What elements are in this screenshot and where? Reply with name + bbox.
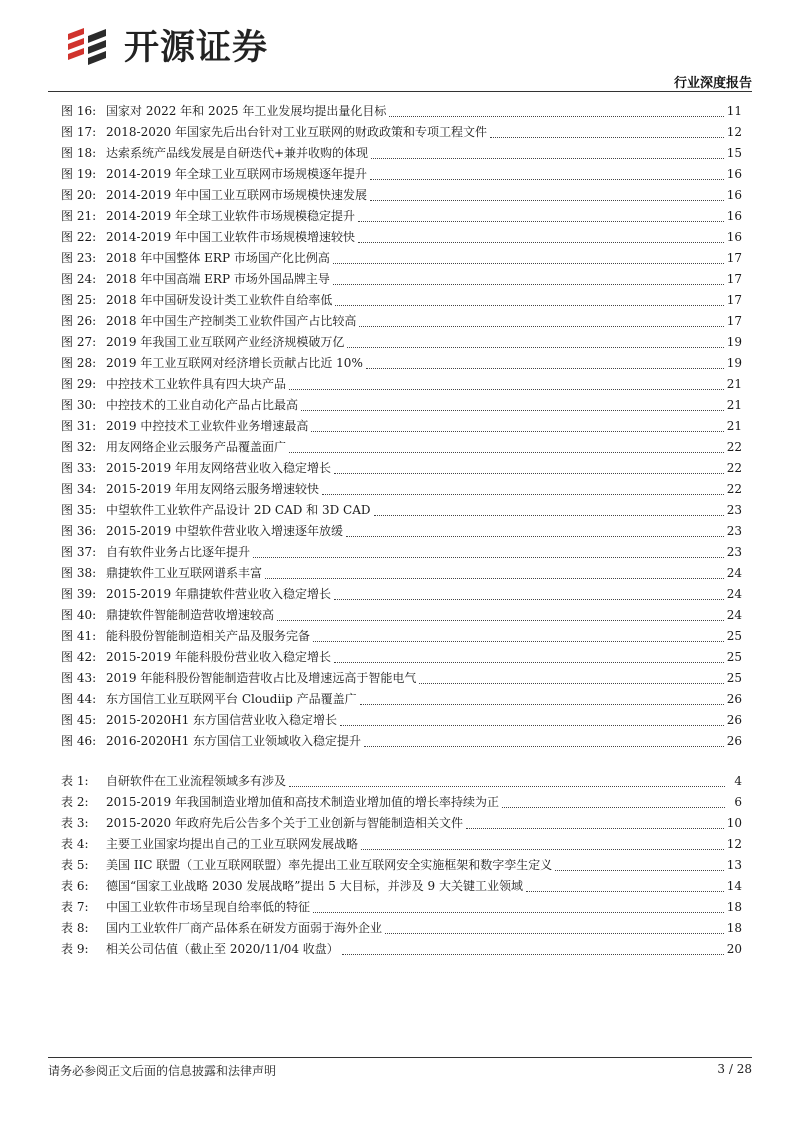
toc-entry-label: 图 31: [61, 419, 97, 433]
toc-entry-page: 23 [726, 503, 742, 517]
toc-entry-page: 11 [726, 104, 742, 118]
toc-leader-dots [289, 451, 724, 453]
header-divider [48, 91, 752, 92]
toc-entry-label: 图 22: [61, 230, 97, 244]
toc-entry-label: 图 43: [61, 671, 97, 685]
toc-leader-dots [385, 932, 724, 934]
toc-entry-title: 国内工业软件厂商产品体系在研发方面弱于海外企业 [106, 921, 383, 935]
toc-leader-dots [366, 367, 724, 369]
logo-red-stripe-top [68, 28, 84, 40]
table-index-entry[interactable] [61, 792, 742, 813]
toc-entry-page: 21 [726, 419, 742, 433]
toc-entry-page: 12 [726, 837, 742, 851]
toc-entry-title: 达索系统产品线发展是自研迭代+兼并收购的体现 [106, 146, 369, 160]
toc-entry-label: 图 26: [61, 314, 97, 328]
footer-disclaimer: 请务必参阅正文后面的信息披露和法律声明 [48, 1064, 277, 1078]
table-index-entry[interactable] [61, 834, 742, 855]
toc-entry-title: 自研软件在工业流程领域多有涉及 [106, 774, 287, 788]
toc-leader-dots [371, 157, 724, 159]
toc-entry-title: 2015-2019 年鼎捷软件营业收入稳定增长 [106, 587, 331, 601]
table-index-entry[interactable] [61, 939, 742, 960]
toc-entry-label: 表 8: [61, 921, 89, 935]
toc-entry-label: 图 30: [61, 398, 97, 412]
toc-leader-dots [502, 806, 725, 808]
toc-entry-title: 2015-2019 中望软件营业收入增速逐年放缓 [106, 524, 343, 538]
table-index-list [61, 771, 742, 960]
toc-leader-dots [253, 556, 724, 558]
toc-leader-dots [333, 262, 724, 264]
toc-entry-page: 26 [726, 734, 742, 748]
toc-entry-title: 2018 年中国研发设计类工业软件自给率低 [106, 293, 333, 307]
toc-entry-label: 图 16: [61, 104, 97, 118]
toc-entry-page: 22 [726, 440, 742, 454]
toc-entry-page: 17 [726, 293, 742, 307]
figure-index-entry[interactable] [61, 563, 742, 584]
company-logo [62, 22, 322, 74]
toc-entry-title: 2014-2019 年全球工业软件市场规模稳定提升 [106, 209, 355, 223]
toc-entry-label: 图 21: [61, 209, 97, 223]
figure-index-entry[interactable] [61, 416, 742, 437]
toc-entry-page: 19 [726, 335, 742, 349]
toc-entry-page: 25 [726, 671, 742, 685]
toc-leader-dots [364, 745, 724, 747]
toc-entry-title: 2015-2019 年能科股份营业收入稳定增长 [106, 650, 331, 664]
toc-entry-page: 13 [726, 858, 742, 872]
toc-entry-label: 图 40: [61, 608, 97, 622]
toc-leader-dots [334, 472, 724, 474]
toc-entry-title: 主要工业国家均提出自己的工业互联网发展战略 [106, 837, 359, 851]
toc-entry-page: 18 [726, 900, 742, 914]
table-index-entry[interactable] [61, 813, 742, 834]
toc-entry-label: 图 42: [61, 650, 97, 664]
toc-entry-page: 26 [726, 713, 742, 727]
toc-entry-title: 2018-2020 年国家先后出台针对工业互联网的财政政策和专项工程文件 [106, 125, 487, 139]
toc-entry-label: 表 1: [61, 774, 89, 788]
figure-index-entry[interactable] [61, 542, 742, 563]
figure-index-entry[interactable] [61, 626, 742, 647]
toc-entry-title: 中国工业软件市场呈现自给率低的特征 [106, 900, 311, 914]
toc-entry-label: 表 2: [61, 795, 89, 809]
toc-entry-label: 图 33: [61, 461, 97, 475]
toc-entry-label: 图 39: [61, 587, 97, 601]
toc-leader-dots [358, 220, 724, 222]
logo-mark-icon [62, 22, 118, 74]
table-index-entry[interactable] [61, 855, 742, 876]
toc-entry-title: 国家对 2022 年和 2025 年工业发展均提出量化目标 [106, 104, 387, 118]
figure-index-entry[interactable] [61, 668, 742, 689]
logo-red-stripe-low [68, 48, 84, 60]
toc-leader-dots [374, 514, 724, 516]
toc-entry-page: 12 [726, 125, 742, 139]
toc-entry-label: 图 24: [61, 272, 97, 286]
toc-entry-title: 美国 IIC 联盟（工业互联网联盟）率先提出工业互联网安全实施框架和数字孪生定义 [106, 858, 553, 872]
figure-index-entry[interactable] [61, 269, 742, 290]
footer-divider [48, 1057, 752, 1058]
toc-entry-page: 22 [726, 461, 742, 475]
figure-index-entry[interactable] [61, 584, 742, 605]
toc-entry-label: 表 3: [61, 816, 89, 830]
toc-leader-dots [419, 682, 723, 684]
toc-entry-page: 23 [726, 545, 742, 559]
figure-index-entry[interactable] [61, 353, 742, 374]
toc-leader-dots [370, 178, 724, 180]
figure-index-entry[interactable] [61, 689, 742, 710]
toc-leader-dots [360, 703, 724, 705]
logo-dark-stripe-mid [88, 40, 106, 54]
toc-entry-title: 中控技术工业软件具有四大块产品 [106, 377, 287, 391]
toc-entry-page: 23 [726, 524, 742, 538]
toc-entry-page: 17 [726, 314, 742, 328]
figure-index-entry[interactable] [61, 164, 742, 185]
table-index-entry[interactable] [61, 918, 742, 939]
toc-leader-dots [277, 619, 724, 621]
page-header [0, 0, 800, 100]
toc-leader-dots [370, 199, 724, 201]
figure-index-entry[interactable] [61, 731, 742, 752]
toc-entry-title: 鼎捷软件工业互联网谱系丰富 [106, 566, 263, 580]
toc-entry-title: 2016-2020H1 东方国信工业领域收入稳定提升 [106, 734, 362, 748]
toc-entry-page: 26 [726, 692, 742, 706]
toc-leader-dots [340, 724, 724, 726]
toc-entry-title: 2018 年中国高端 ERP 市场外国品牌主导 [106, 272, 330, 286]
toc-entry-title: 德国“国家工业战略 2030 发展战略”提出 5 大目标，并涉及 9 大关键工业领域 [106, 879, 523, 893]
figure-index-entry[interactable] [61, 605, 742, 626]
toc-entry-page: 19 [726, 356, 742, 370]
toc-entry-label: 图 36: [61, 524, 97, 538]
figure-index-entry[interactable] [61, 647, 742, 668]
toc-entry-title: 2015-2019 年用友网络营业收入稳定增长 [106, 461, 331, 475]
toc-entry-page: 25 [726, 629, 742, 643]
figure-index-entry[interactable] [61, 710, 742, 731]
figure-index-list [61, 101, 742, 752]
toc-entry-title: 2014-2019 年全球工业互联网市场规模逐年提升 [106, 167, 367, 181]
toc-leader-dots [466, 827, 724, 829]
toc-entry-title: 相关公司估值（截止至 2020/11/04 收盘） [106, 942, 339, 956]
toc-entry-title: 2015-2019 年用友网络云服务增速较快 [106, 482, 319, 496]
toc-entry-page: 24 [726, 608, 742, 622]
page-indicator: 3 / 28 [717, 1062, 752, 1076]
figure-index-entry[interactable] [61, 290, 742, 311]
toc-entry-title: 鼎捷软件智能制造营收增速较高 [106, 608, 275, 622]
figure-index-entry[interactable] [61, 500, 742, 521]
table-index-entry[interactable] [61, 876, 742, 897]
toc-entry-label: 表 4: [61, 837, 89, 851]
report-type: 行业深度报告 [673, 76, 752, 91]
toc-entry-label: 表 7: [61, 900, 89, 914]
toc-leader-dots [334, 598, 724, 600]
toc-leader-dots [289, 388, 724, 390]
toc-leader-dots [322, 493, 724, 495]
figure-index-entry[interactable] [61, 227, 742, 248]
toc-entry-label: 图 19: [61, 167, 97, 181]
toc-leader-dots [313, 640, 724, 642]
toc-entry-label: 表 9: [61, 942, 89, 956]
toc-leader-dots [333, 283, 724, 285]
logo-dark-stripe-top [88, 29, 106, 43]
toc-entry-page: 17 [726, 272, 742, 286]
toc-leader-dots [361, 848, 724, 850]
toc-entry-title: 东方国信工业互联网平台 Cloudiip 产品覆盖广 [106, 692, 357, 706]
toc-entry-page: 16 [726, 188, 742, 202]
toc-entry-title: 2015-2020 年政府先后公告多个关于工业创新与智能制造相关文件 [106, 816, 463, 830]
logo-red-stripe-mid [68, 38, 84, 50]
toc-entry-page: 14 [726, 879, 742, 893]
toc-leader-dots [347, 346, 723, 348]
toc-entry-page: 16 [726, 209, 742, 223]
toc-entry-page: 15 [726, 146, 742, 160]
toc-leader-dots [342, 953, 724, 955]
toc-entry-page: 18 [726, 921, 742, 935]
figure-index-entry[interactable] [61, 437, 742, 458]
toc-entry-title: 2014-2019 年中国工业互联网市场规模快速发展 [106, 188, 367, 202]
toc-entry-page: 25 [726, 650, 742, 664]
toc-entry-title: 自有软件业务占比逐年提升 [106, 545, 251, 559]
toc-entry-label: 图 17: [61, 125, 97, 139]
figure-index-entry[interactable] [61, 122, 742, 143]
toc-entry-label: 图 20: [61, 188, 97, 202]
toc-entry-page: 6 [734, 795, 742, 809]
figure-index-entry[interactable] [61, 458, 742, 479]
toc-entry-page: 16 [726, 167, 742, 181]
toc-entry-title: 用友网络企业云服务产品覆盖面广 [106, 440, 287, 454]
toc-entry-page: 21 [726, 377, 742, 391]
toc-entry-label: 表 6: [61, 879, 89, 893]
toc-entry-label: 图 44: [61, 692, 97, 706]
toc-leader-dots [346, 535, 724, 537]
figure-index-entry[interactable] [61, 332, 742, 353]
toc-entry-label: 图 32: [61, 440, 97, 454]
toc-entry-label: 图 45: [61, 713, 97, 727]
figure-index-entry[interactable] [61, 185, 742, 206]
toc-leader-dots [265, 577, 724, 579]
figure-index-entry[interactable] [61, 248, 742, 269]
toc-entry-title: 中望软件工业软件产品设计 2D CAD 和 3D CAD [106, 503, 371, 517]
toc-leader-dots [359, 325, 723, 327]
toc-entry-title: 中控技术的工业自动化产品占比最高 [106, 398, 299, 412]
toc-entry-label: 图 34: [61, 482, 97, 496]
toc-leader-dots [526, 890, 724, 892]
figure-index-entry[interactable] [61, 374, 742, 395]
toc-entry-label: 图 23: [61, 251, 97, 265]
toc-entry-page: 21 [726, 398, 742, 412]
toc-entry-title: 2019 年能科股份智能制造营收占比及增速远高于智能电气 [106, 671, 417, 685]
toc-entry-page: 20 [726, 942, 742, 956]
figure-index-entry[interactable] [61, 395, 742, 416]
figure-index-entry[interactable] [61, 311, 742, 332]
toc-entry-title: 2014-2019 年中国工业软件市场规模增速较快 [106, 230, 355, 244]
toc-entry-label: 图 38: [61, 566, 97, 580]
toc-entry-page: 10 [726, 816, 742, 830]
toc-leader-dots [311, 430, 723, 432]
toc-entry-page: 17 [726, 251, 742, 265]
figure-index-entry[interactable] [61, 101, 742, 122]
toc-entry-title: 能科股份智能制造相关产品及服务完备 [106, 629, 311, 643]
toc-entry-title: 2019 中控技术工业软件业务增速最高 [106, 419, 309, 433]
toc-entry-page: 24 [726, 566, 742, 580]
toc-entry-title: 2018 年中国生产控制类工业软件国产占比较高 [106, 314, 357, 328]
toc-entry-label: 图 18: [61, 146, 97, 160]
table-index-entry[interactable] [61, 897, 742, 918]
logo-text: 开源证券 [124, 28, 269, 68]
toc-leader-dots [389, 115, 723, 117]
figure-index-entry[interactable] [61, 521, 742, 542]
figure-index-entry[interactable] [61, 206, 742, 227]
toc-entry-label: 图 37: [61, 545, 97, 559]
toc-entry-page: 16 [726, 230, 742, 244]
toc-leader-dots [358, 241, 724, 243]
toc-leader-dots [289, 785, 725, 787]
toc-entry-title: 2019 年我国工业互联网产业经济规模破万亿 [106, 335, 345, 349]
toc-entry-title: 2015-2020H1 东方国信营业收入稳定增长 [106, 713, 338, 727]
toc-leader-dots [555, 869, 723, 871]
toc-entry-label: 图 29: [61, 377, 97, 391]
toc-entry-label: 图 41: [61, 629, 97, 643]
toc-leader-dots [313, 911, 724, 913]
logo-dark-stripe-low [88, 51, 106, 65]
toc-entry-title: 2015-2019 年我国制造业增加值和高技术制造业增加值的增长率持续为正 [106, 795, 499, 809]
toc-entry-page: 24 [726, 587, 742, 601]
table-index-entry[interactable] [61, 771, 742, 792]
toc-leader-dots [490, 136, 724, 138]
toc-entry-page: 4 [734, 774, 742, 788]
toc-entry-title: 2019 年工业互联网对经济增长贡献占比近 10% [106, 356, 363, 370]
toc-entry-page: 22 [726, 482, 742, 496]
figure-index-entry[interactable] [61, 479, 742, 500]
toc-entry-label: 图 35: [61, 503, 97, 517]
toc-leader-dots [301, 409, 724, 411]
toc-entry-label: 表 5: [61, 858, 89, 872]
toc-leader-dots [334, 661, 724, 663]
toc-entry-label: 图 46: [61, 734, 97, 748]
toc-entry-label: 图 25: [61, 293, 97, 307]
toc-leader-dots [335, 304, 723, 306]
toc-entry-title: 2018 年中国整体 ERP 市场国产化比例高 [106, 251, 330, 265]
toc-entry-label: 图 28: [61, 356, 97, 370]
figure-index-entry[interactable] [61, 143, 742, 164]
toc-entry-label: 图 27: [61, 335, 97, 349]
